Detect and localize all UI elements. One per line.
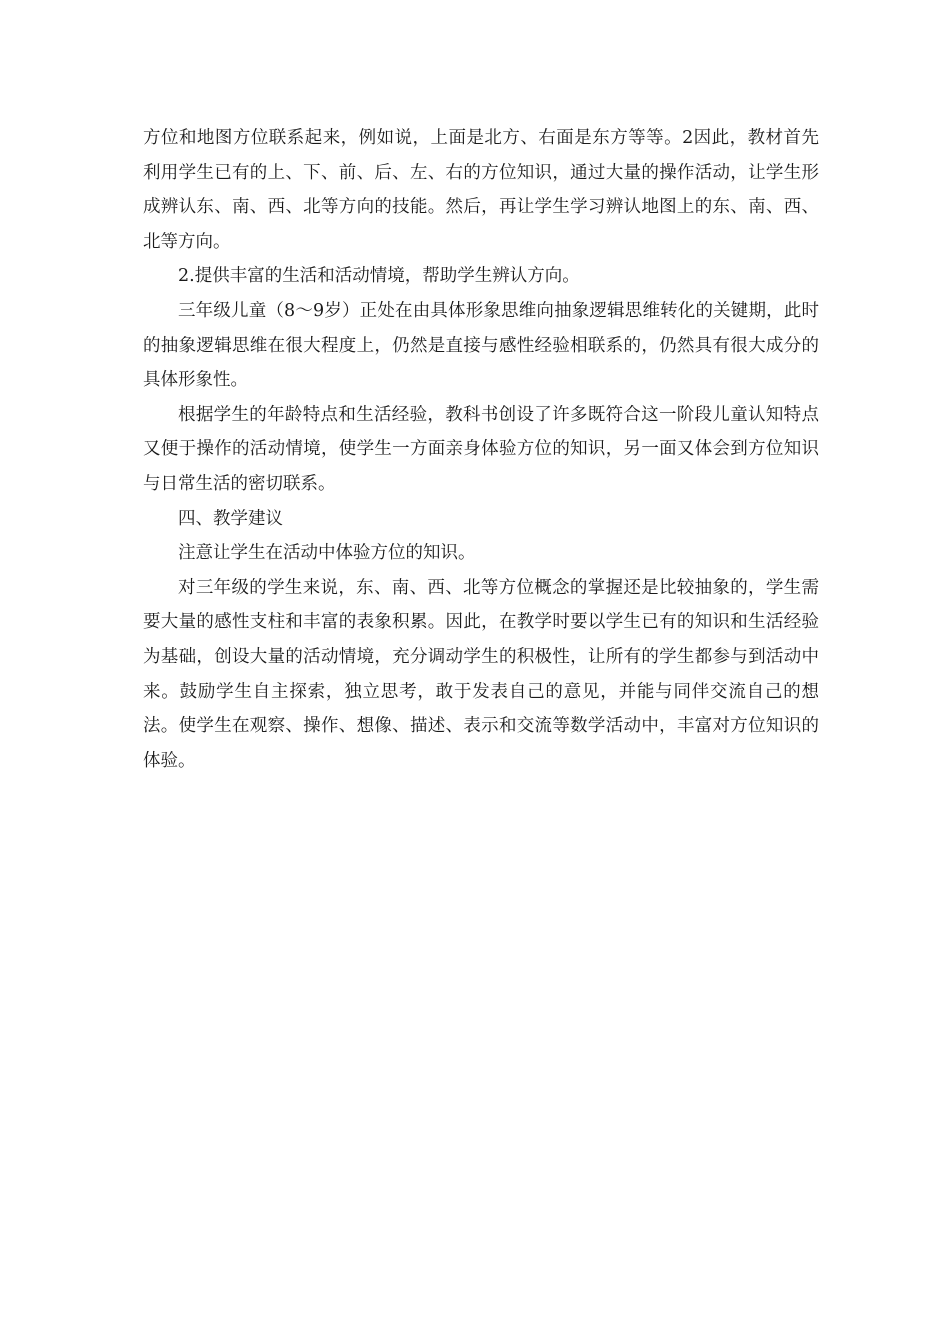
- paragraph-continuation: 方位和地图方位联系起来，例如说，上面是北方、右面是东方等等。2因此，教材首先利用学生已有的上、下、前、后、左、右的方位知识，通过大量的操作活动，让学生形成辨认东、南、西、北等方向的技能。然后，再让学生学习辨认地图上的东、南、西、北等方向。: [143, 128, 819, 252]
- paragraph-child-development: 三年级儿童（8～9岁）正处在由具体形象思维向抽象逻辑思维转化的关键期，此时的抽象逻辑思维在很大程度上，仍然是直接与感性经验相联系的，仍然具有很大成分的具体形象性。: [143, 300, 819, 391]
- section-heading-teaching-suggestions: 四、教学建议: [178, 508, 283, 529]
- paragraph-subheading-2: 2.提供丰富的生活和活动情境，帮助学生辨认方向。: [178, 266, 580, 287]
- document-body: [143, 121, 819, 778]
- paragraph-textbook-design: 根据学生的年龄特点和生活经验，教科书创设了许多既符合这一阶段儿童认知特点又便于操作的活动情境，使学生一方面亲身体验方位的知识，另一面又体会到方位知识与日常生活的密切联系。: [143, 404, 819, 494]
- paragraph-teaching-method: 对三年级的学生来说，东、南、西、北等方位概念的掌握还是比较抽象的，学生需要大量的感性支柱和丰富的表象积累。因此，在教学时要以学生已有的知识和生活经验为基础，创设大量的活动情境，充分调动学生的积极性，让所有的学生都参与到活动中来。鼓励学生自主探索，独立思考，敢于发表自己的意见，并能与同伴交流自己的想法。使学生在观察、操作、想像、描述、表示和交流等数学活动中，丰富对方位知识的体验。: [143, 577, 819, 771]
- paragraph-activity-note: 注意让学生在活动中体验方位的知识。: [178, 543, 476, 564]
